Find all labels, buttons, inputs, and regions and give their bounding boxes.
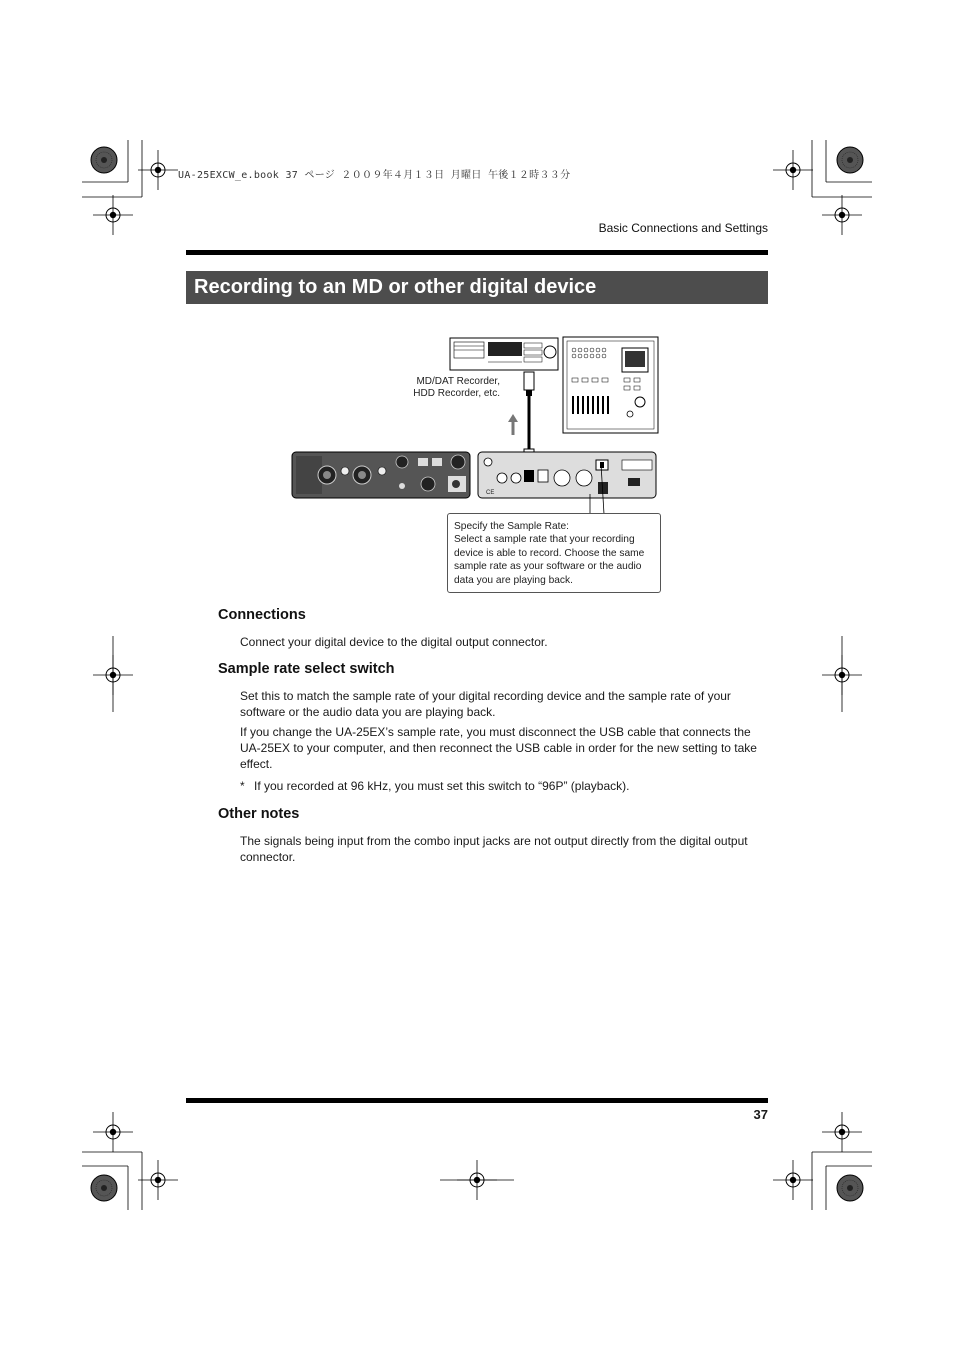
running-head: Basic Connections and Settings [598, 221, 768, 235]
section-title-bar [186, 271, 768, 304]
heading-connections: Connections [218, 607, 306, 623]
md-recorder-illustration [450, 338, 558, 370]
up-arrow-icon [508, 414, 518, 435]
device-label-line1: MD/DAT Recorder, [416, 376, 500, 387]
header-rule [186, 250, 768, 255]
callout-heading: Specify the Sample Rate: [454, 521, 569, 532]
connection-diagram [290, 334, 670, 514]
hdd-recorder-illustration [563, 337, 658, 433]
ua25ex-front-panel-illustration [292, 452, 470, 498]
page-number: 37 [753, 1107, 768, 1122]
device-label [402, 376, 500, 399]
note-marker: * [240, 779, 245, 793]
callout-body: Select a sample rate that your recording device is able to record. Choose the same sample rate as your software or the audio data you are playing back. [454, 534, 645, 586]
device-label-line2: HDD Recorder, etc. [413, 387, 500, 399]
note-text: If you recorded at 96 kHz, you must set this switch to “96P” (playback). [254, 779, 630, 793]
heading-other-notes: Other notes [218, 806, 300, 822]
paragraph-sample-rate-2: If you change the UA-25EX’s sample rate, you must disconnect the USB cable that connects the UA-25EX to your computer, and then reconnect the USB cable in order for the new setting to take effect. [240, 725, 757, 771]
print-slug: UA-25EXCW_e.book 37 ページ ２００９年４月１３日 月曜日 午後１２時３３分 [178, 170, 571, 181]
footer-rule [186, 1098, 768, 1103]
heading-sample-rate-switch: Sample rate select switch [218, 661, 395, 677]
note-96khz [240, 778, 768, 794]
paragraph-connections: Connect your digital device to the digital output connector. [240, 635, 548, 649]
paragraph-sample-rate-1: Set this to match the sample rate of your digital recording device and the sample rate of your software or the audio data you are playing back. [240, 689, 731, 719]
svg-text:CE: CE [486, 490, 495, 496]
sample-rate-callout [447, 513, 661, 593]
ua25ex-rear-panel-illustration [478, 452, 656, 498]
page-title: Recording to an MD or other digital device [194, 276, 597, 298]
paragraph-other-notes: The signals being input from the combo input jacks are not output directly from the digital output connector. [240, 834, 748, 864]
